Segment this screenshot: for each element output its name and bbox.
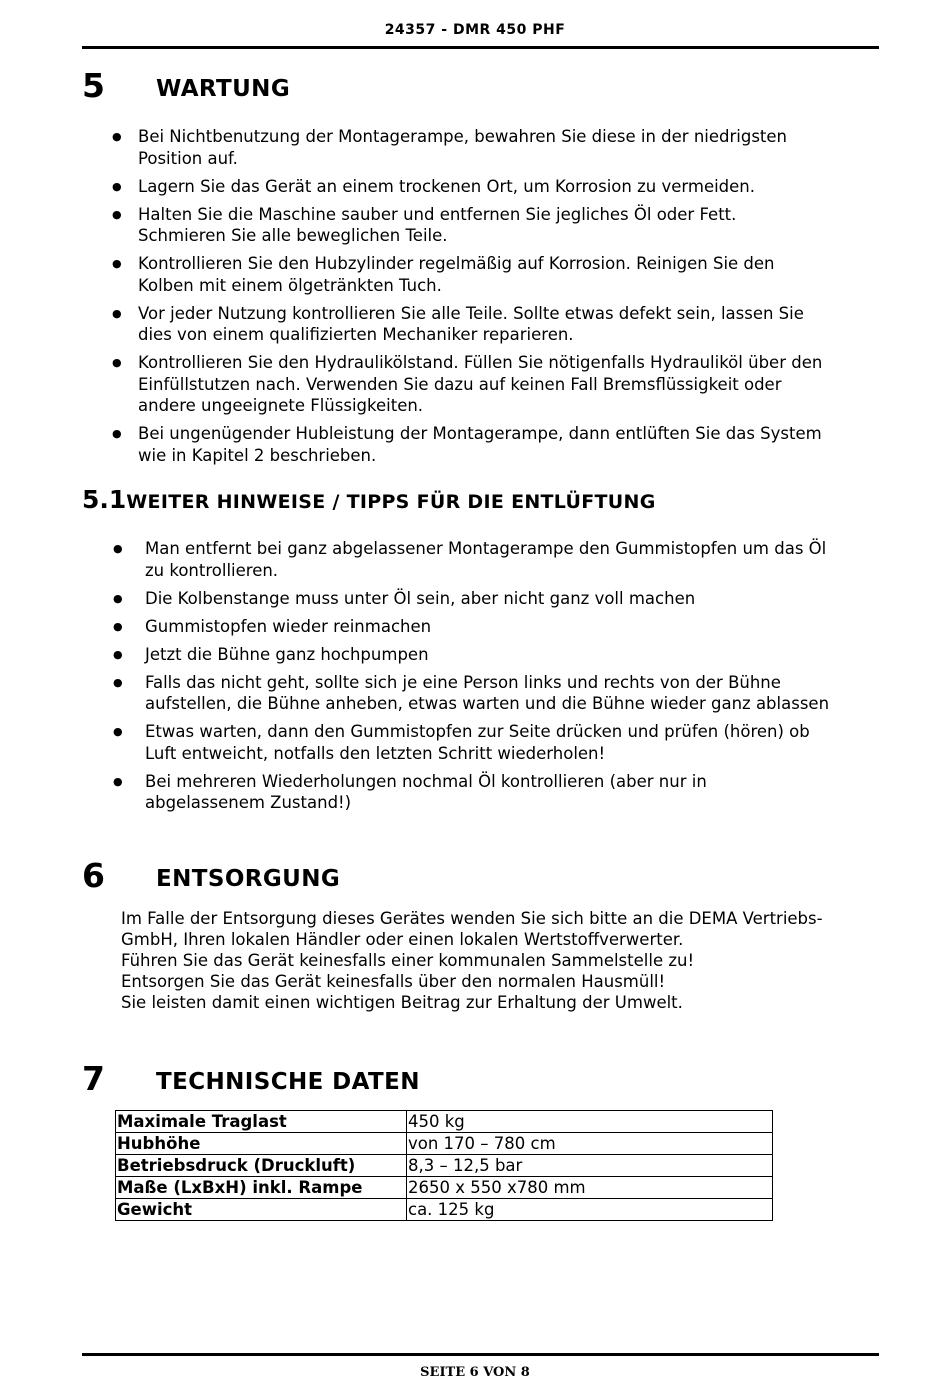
bullet-icon: ● (112, 130, 122, 143)
paragraph-line: Sie leisten damit einen wichtigen Beitrag zur Erhaltung der Umwelt. (121, 993, 683, 1012)
list-item (113, 771, 880, 814)
list-item-line: Halten Sie die Maschine sauber und entfernen Sie jegliches Öl oder Fett. (138, 204, 737, 224)
bullet-icon: ● (113, 774, 123, 788)
spec-label: Hubhöhe (116, 1133, 407, 1155)
list-item (112, 176, 878, 198)
section-number: 5.1 (82, 485, 127, 514)
list-item-line: Bei mehreren Wiederholungen nochmal Öl kontrollieren (aber nur in (145, 771, 707, 791)
list-item-line: Bei ungenügender Hubleistung der Montagerampe, dann entlüften Sie das System (138, 424, 822, 443)
list-item (112, 352, 878, 417)
list-item-line: Jetzt die Bühne ganz hochpumpen (145, 644, 429, 664)
list-item-line: Kolben mit einem ölgetränkten Tuch. (138, 275, 442, 295)
list-item-line: abgelassenem Zustand!) (145, 793, 352, 812)
list-item-line: Kontrollieren Sie den Hubzylinder regelmäßig auf Korrosion. Reinigen Sie den (138, 254, 775, 273)
list-item (113, 721, 880, 764)
document-header-title: 24357 - DMR 450 PHF (384, 22, 566, 38)
section-title: WEITER HINWEISE / TIPPS FÜR DIE ENTLÜFTUNG (126, 491, 656, 513)
list-item-line: dies von einem qualifizierten Mechaniker reparieren. (138, 325, 574, 344)
list-item-line: Einfüllstutzen nach. Verwenden Sie dazu auf keinen Fall Bremsflüssigkeit oder (138, 374, 782, 394)
list-item (113, 538, 880, 581)
list-item (113, 672, 880, 715)
table-row (116, 1177, 773, 1199)
list-item-line: wie in Kapitel 2 beschrieben. (138, 445, 377, 465)
list-item-line: Schmieren Sie alle beweglichen Teile. (138, 226, 448, 245)
bullet-icon: ● (112, 427, 122, 440)
list-item-line: Bei Nichtbenutzung der Montagerampe, bewahren Sie diese in der niedrigsten (138, 127, 788, 146)
bullet-icon: ● (112, 257, 122, 270)
bullet-icon: ● (113, 675, 123, 689)
paragraph-line: Entsorgen Sie das Gerät keinesfalls über den normalen Hausmüll! (121, 972, 666, 991)
spec-value: von 170 – 780 cm (407, 1133, 773, 1155)
paragraph-line: GmbH, Ihren lokalen Händler oder einen lokalen Wertstoffverwerter. (121, 930, 684, 949)
bullet-icon: ● (113, 591, 123, 605)
list-item (112, 253, 878, 296)
list-item-line: andere ungeeignete Flüssigkeiten. (138, 396, 424, 415)
bullet-icon: ● (113, 619, 123, 633)
list-item-line: Man entfernt bei ganz abgelassener Montagerampe den Gummistopfen um das Öl (145, 539, 827, 558)
section-number: 7 (82, 1059, 105, 1098)
bullet-icon: ● (112, 306, 122, 320)
section-number: 6 (82, 856, 105, 895)
list-item-line: zu kontrollieren. (145, 560, 279, 580)
list-item-line: Vor jeder Nutzung kontrollieren Sie alle Teile. Sollte etwas defekt sein, lassen Sie (138, 303, 804, 323)
list-item-line: Position auf. (138, 148, 238, 168)
bullet-icon: ● (113, 725, 123, 738)
footer-rule (82, 1353, 879, 1356)
bullet-icon: ● (112, 356, 122, 369)
bullet-icon: ● (113, 647, 123, 661)
list-item-line: Die Kolbenstange muss unter Öl sein, aber nicht ganz voll machen (145, 588, 696, 608)
tips-list (113, 538, 880, 820)
paragraph-line: Im Falle der Entsorgung dieses Gerätes wenden Sie sich bitte an die DEMA Vertriebs- (121, 909, 823, 928)
list-item (112, 126, 878, 169)
section-title: WARTUNG (156, 76, 291, 102)
section-number: 5 (82, 66, 105, 105)
list-item-line: Luft entweicht, notfalls den letzten Schritt wiederholen! (145, 743, 606, 763)
technical-data-table (115, 1110, 773, 1221)
list-item (113, 588, 880, 610)
spec-label: Gewicht (116, 1199, 407, 1221)
spec-value: 8,3 – 12,5 bar (407, 1155, 773, 1177)
list-item-line: Etwas warten, dann den Gummistopfen zur Seite drücken und prüfen (hören) ob (145, 722, 810, 741)
paragraph-line: Führen Sie das Gerät keinesfalls einer kommunalen Sammelstelle zu! (121, 951, 695, 970)
list-item (113, 644, 880, 666)
spec-label: Maße (LxBxH) inkl. Rampe (116, 1177, 407, 1199)
maintenance-list (112, 126, 878, 473)
bullet-icon: ● (113, 542, 123, 555)
section-title: TECHNISCHE DATEN (156, 1069, 420, 1095)
spec-value: ca. 125 kg (407, 1199, 773, 1221)
spec-label: Maximale Traglast (116, 1111, 407, 1133)
page-number: SEITE 6 VON 8 (420, 1365, 530, 1380)
list-item (113, 616, 880, 638)
list-item (112, 204, 878, 247)
bullet-icon: ● (112, 179, 122, 193)
section-title: ENTSORGUNG (156, 866, 341, 892)
list-item-line: Gummistopfen wieder reinmachen (145, 616, 432, 636)
bullet-icon: ● (112, 207, 122, 221)
list-item-line: Lagern Sie das Gerät an einem trockenen Ort, um Korrosion zu vermeiden. (138, 176, 756, 196)
spec-value: 450 kg (407, 1111, 773, 1133)
list-item-line: Kontrollieren Sie den Hydraulikölstand. Füllen Sie nötigenfalls Hydrauliköl über den (138, 353, 823, 372)
table-row (116, 1155, 773, 1177)
header-rule (82, 46, 879, 49)
table-row (116, 1111, 773, 1133)
list-item (112, 303, 878, 346)
spec-label: Betriebsdruck (Druckluft) (116, 1155, 407, 1177)
list-item-line: aufstellen, die Bühne anheben, etwas warten und die Bühne wieder ganz ablassen (145, 694, 830, 713)
disposal-paragraph (121, 908, 823, 1013)
section-heading-hinweise (82, 485, 656, 514)
table-row (116, 1199, 773, 1221)
list-item-line: Falls das nicht geht, sollte sich je eine Person links und rechts von der Bühne (145, 672, 781, 692)
list-item (112, 423, 878, 466)
table-row (116, 1133, 773, 1155)
spec-value: 2650 x 550 x780 mm (407, 1177, 773, 1199)
